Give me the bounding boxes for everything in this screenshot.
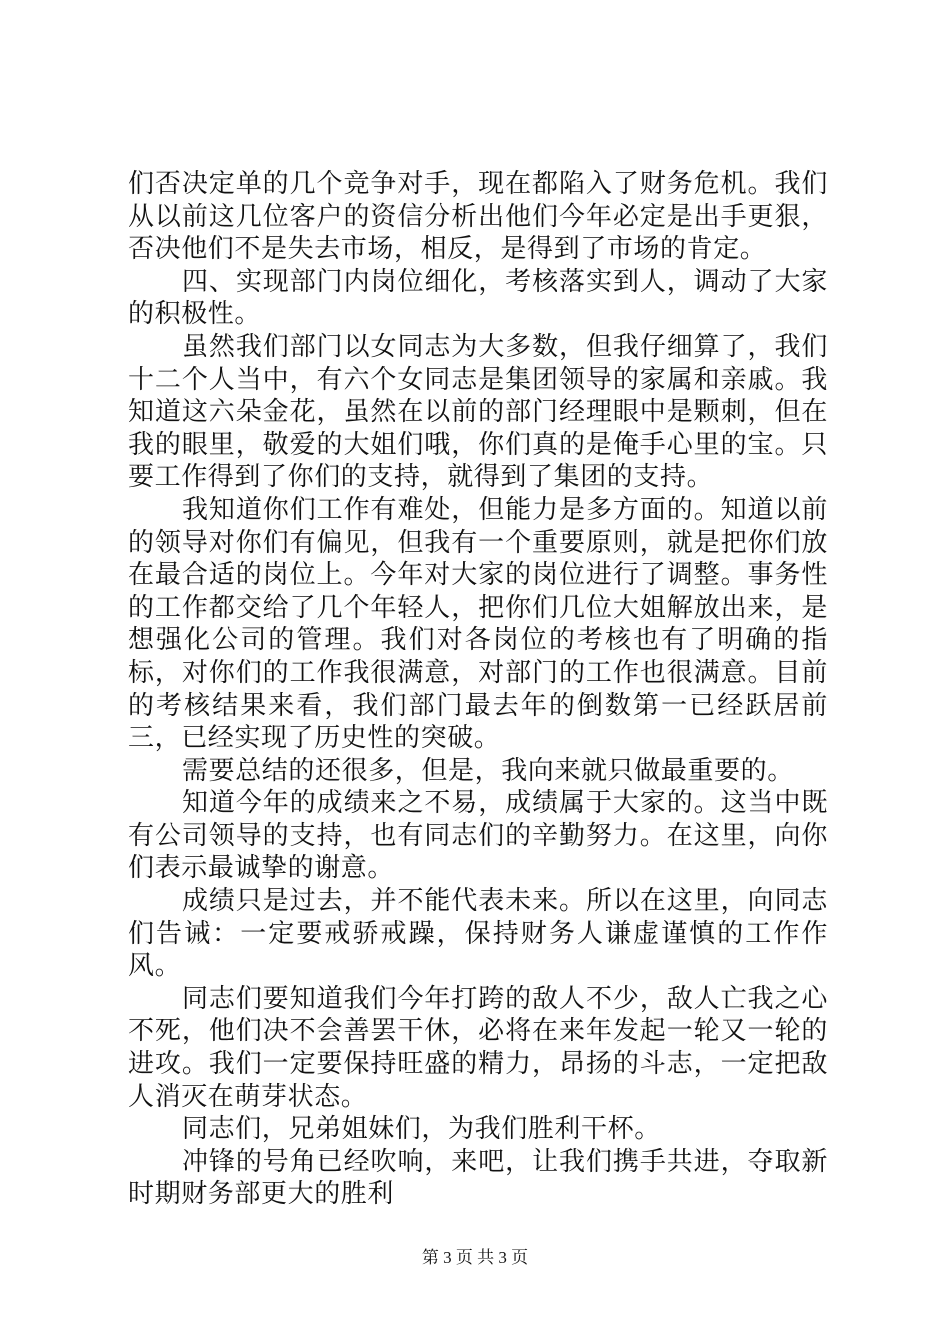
paragraph-7: 成绩只是过去，并不能代表未来。所以在这里，向同志们告诫：一定要戒骄戒躁，保持财务人谦虚谨慎的工作作风。 — [128, 886, 828, 982]
document-body — [128, 168, 828, 1211]
paragraph-8: 同志们要知道我们今年打跨的敌人不少，敌人亡我之心不死，他们决不会善罢干休，必将在来年发起一轮又一轮的进攻。我们一定要保持旺盛的精力，昂扬的斗志，一定把敌人消灭在萌芽状态。 — [128, 983, 828, 1112]
paragraph-10: 冲锋的号角已经吹响，来吧，让我们携手共进，夺取新时期财务部更大的胜利 — [128, 1146, 828, 1210]
page-number-footer: 第 3 页 共 3 页 — [421, 1248, 529, 1267]
paragraph-3: 虽然我们部门以女同志为大多数，但我仔细算了，我们十二个人当中，有六个女同志是集团领导的家属和亲戚。我知道这六朵金花，虽然在以前的部门经理眼中是颗刺，但在我的眼里，敬爱的大姐们哦，你们真的是俺手心里的宝。只要工作得到了你们的支持，就得到了集团的支持。 — [128, 331, 828, 493]
paragraph-2: 四、实现部门内岗位细化，考核落实到人，调动了大家的积极性。 — [128, 266, 828, 330]
paragraph-4: 我知道你们工作有难处，但能力是多方面的。知道以前的领导对你们有偏见，但我有一个重要原则，就是把你们放在最合适的岗位上。今年对大家的岗位进行了调整。事务性的工作都交给了几个年轻人，把你们几位大姐解放出来，是想强化公司的管理。我们对各岗位的考核也有了明确的指标，对你们的工作我很满意，对部门的工作也很满意。目前的考核结果来看，我们部门最去年的倒数第一已经跃居前三，已经实现了历史性的突破。 — [128, 494, 828, 754]
paragraph-6: 知道今年的成绩来之不易，成绩属于大家的。这当中既有公司领导的支持，也有同志们的辛勤努力。在这里，向你们表示最诚挚的谢意。 — [128, 788, 828, 884]
paragraph-1: 们否决定单的几个竞争对手，现在都陷入了财务危机。我们从以前这几位客户的资信分析出他们今年必定是出手更狠，否决他们不是失去市场，相反，是得到了市场的肯定。 — [128, 169, 828, 265]
paragraph-9: 同志们，兄弟姐妹们，为我们胜利干杯。 — [182, 1114, 661, 1145]
paragraph-5: 需要总结的还很多，但是，我向来就只做最重要的。 — [182, 755, 794, 786]
